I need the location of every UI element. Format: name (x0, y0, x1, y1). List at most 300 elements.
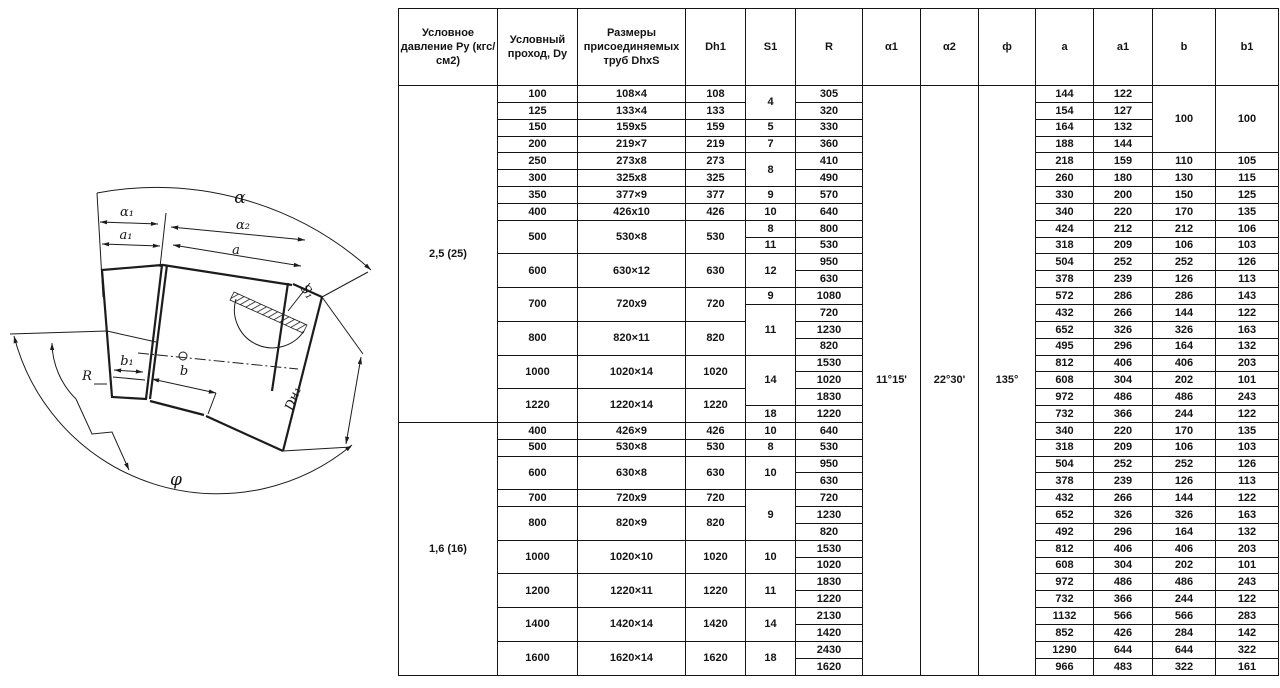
segment2-top-edge (163, 265, 292, 285)
cell-b: 130 (1153, 170, 1216, 187)
cell-a: 492 (1036, 523, 1094, 540)
cell-a: 852 (1036, 625, 1094, 642)
cell-a: 424 (1036, 220, 1094, 237)
cell-b1: 105 (1216, 153, 1279, 170)
cell-a: 812 (1036, 540, 1094, 557)
cell-s1: 11 (746, 237, 796, 254)
cell-a1: 180 (1094, 170, 1153, 187)
start-plane-line (10, 331, 107, 334)
cell-b1: 126 (1216, 254, 1279, 271)
cell-dh1: 720 (686, 288, 746, 322)
cell-a1: 239 (1094, 271, 1153, 288)
cell-b1: 113 (1216, 271, 1279, 288)
label-dn1: Dн₁ (282, 384, 305, 413)
cell-dh1: 108 (686, 86, 746, 103)
cell-size: 426x10 (578, 203, 686, 220)
cell-a: 732 (1036, 406, 1094, 423)
label-alpha: α (234, 188, 246, 208)
cell-r: 1530 (796, 540, 863, 557)
cell-dh1: 426 (686, 422, 746, 439)
elbow-diagram-svg (0, 183, 398, 523)
cell-r: 800 (796, 220, 863, 237)
dn1-extension-bottom (283, 447, 351, 451)
cell-a1: 132 (1094, 119, 1153, 136)
cell-s1: 12 (746, 254, 796, 288)
cell-b: 244 (1153, 406, 1216, 423)
label-a1: a₁ (119, 228, 133, 243)
cell-a: 340 (1036, 203, 1094, 220)
table-header (399, 9, 1279, 86)
cell-a1: 266 (1094, 490, 1153, 507)
cell-r: 720 (796, 490, 863, 507)
table-row (399, 119, 1279, 136)
cell-a: 218 (1036, 153, 1094, 170)
cell-size: 108×4 (578, 86, 686, 103)
cell-r: 1530 (796, 355, 863, 372)
cell-a: 260 (1036, 170, 1094, 187)
cell-r: 1220 (796, 591, 863, 608)
dimensions-table (398, 8, 1279, 676)
cell-b1: 100 (1216, 86, 1279, 153)
cell-r: 1020 (796, 557, 863, 574)
cell-dh1: 820 (686, 507, 746, 541)
cell-b: 326 (1153, 507, 1216, 524)
cell-b: 126 (1153, 473, 1216, 490)
alpha-end-extension (322, 272, 368, 297)
cell-b1: 126 (1216, 456, 1279, 473)
cell-b1: 243 (1216, 389, 1279, 406)
cell-b: 150 (1153, 187, 1216, 204)
cell-a: 572 (1036, 288, 1094, 305)
b-box-right (208, 393, 216, 414)
table-row (399, 288, 1279, 305)
cell-b: 202 (1153, 557, 1216, 574)
label-r: R (82, 369, 92, 384)
table-row (399, 490, 1279, 507)
table-row (399, 507, 1279, 524)
cell-a: 504 (1036, 254, 1094, 271)
cell-b1: 163 (1216, 507, 1279, 524)
cell-b: 212 (1153, 220, 1216, 237)
col-header-a1: a1 (1094, 9, 1153, 86)
table-row (399, 641, 1279, 658)
cell-dh1: 1020 (686, 355, 746, 389)
label-phi: φ (170, 470, 182, 490)
cell-a1: 296 (1094, 523, 1153, 540)
cell-a1: 486 (1094, 389, 1153, 406)
cell-a: 378 (1036, 271, 1094, 288)
cell-size: 219×7 (578, 136, 686, 153)
cell-b1: 135 (1216, 422, 1279, 439)
cell-b1: 122 (1216, 406, 1279, 423)
cell-b: 566 (1153, 608, 1216, 625)
col-header-a: a (1036, 9, 1094, 86)
cell-a: 495 (1036, 338, 1094, 355)
cell-b: 284 (1153, 625, 1216, 642)
cell-s1: 18 (746, 406, 796, 423)
pressure-cell: 2,5 (25) (399, 86, 498, 423)
cell-b1: 163 (1216, 321, 1279, 338)
cell-r: 820 (796, 523, 863, 540)
table-row (399, 355, 1279, 372)
cell-s1: 10 (746, 456, 796, 490)
cell-b: 244 (1153, 591, 1216, 608)
segment2-bottom-edge (150, 401, 204, 415)
cell-dh1: 1220 (686, 574, 746, 608)
cell-b1: 103 (1216, 237, 1279, 254)
cell-a1: 486 (1094, 574, 1153, 591)
cell-b1: 101 (1216, 557, 1279, 574)
cell-a1: 144 (1094, 136, 1153, 153)
cell-r: 2130 (796, 608, 863, 625)
cell-a1: 286 (1094, 288, 1153, 305)
cell-b1: 122 (1216, 591, 1279, 608)
cell-du: 1000 (498, 355, 578, 389)
cell-r: 630 (796, 271, 863, 288)
cell-s1: 4 (746, 86, 796, 120)
cell-r: 570 (796, 187, 863, 204)
a1-dim (102, 244, 160, 246)
cell-r: 820 (796, 338, 863, 355)
cell-du: 1400 (498, 608, 578, 642)
cell-r: 1220 (796, 406, 863, 423)
cell-a: 652 (1036, 507, 1094, 524)
cell-size: 820×11 (578, 321, 686, 355)
cell-du: 1200 (498, 574, 578, 608)
cell-dh1: 1020 (686, 540, 746, 574)
cell-size: 820×9 (578, 507, 686, 541)
table-row (399, 102, 1279, 119)
cell-du: 1000 (498, 540, 578, 574)
cell-du: 300 (498, 170, 578, 187)
cell-dh1: 1420 (686, 608, 746, 642)
cell-r: 1020 (796, 372, 863, 389)
cell-a: 188 (1036, 136, 1094, 153)
cell-r: 1230 (796, 507, 863, 524)
cell-s1: 10 (746, 540, 796, 574)
start-plane-line2 (107, 331, 156, 342)
cell-b: 202 (1153, 372, 1216, 389)
cell-a1: 304 (1094, 372, 1153, 389)
cell-size: 426×9 (578, 422, 686, 439)
cell-a: 318 (1036, 237, 1094, 254)
cell-size: 377×9 (578, 187, 686, 204)
cell-size: 325x8 (578, 170, 686, 187)
header-row (399, 9, 1279, 86)
cell-size: 630×8 (578, 456, 686, 490)
cell-b1: 142 (1216, 625, 1279, 642)
cell-b: 106 (1153, 237, 1216, 254)
cell-a1: 483 (1094, 658, 1153, 675)
cell-r: 410 (796, 153, 863, 170)
cell-r: 1830 (796, 574, 863, 591)
table-row (399, 170, 1279, 187)
cell-b: 406 (1153, 355, 1216, 372)
table-row (399, 203, 1279, 220)
segment3-bottom-edge (206, 416, 283, 451)
cell-size: 1020×10 (578, 540, 686, 574)
cell-b1: 103 (1216, 439, 1279, 456)
label-b1: b₁ (120, 354, 134, 369)
cell-b: 644 (1153, 641, 1216, 658)
table-row (399, 540, 1279, 557)
weld-hatch (230, 292, 307, 333)
table-row (399, 574, 1279, 591)
cell-b1: 203 (1216, 540, 1279, 557)
cell-du: 100 (498, 86, 578, 103)
cell-b: 322 (1153, 658, 1216, 675)
cell-r: 1420 (796, 625, 863, 642)
cell-dh1: 630 (686, 254, 746, 288)
cell-r: 1080 (796, 288, 863, 305)
cell-du: 700 (498, 490, 578, 507)
col-header-b1: b1 (1216, 9, 1279, 86)
cell-a: 330 (1036, 187, 1094, 204)
cell-a1: 326 (1094, 507, 1153, 524)
cell-b1: 135 (1216, 203, 1279, 220)
label-alpha2: α₂ (236, 218, 250, 233)
cell-s1: 10 (746, 422, 796, 439)
cell-a1: 127 (1094, 102, 1153, 119)
cell-r: 950 (796, 254, 863, 271)
cell-du: 400 (498, 203, 578, 220)
alpha1-dim (100, 222, 158, 224)
cell-a1: 304 (1094, 557, 1153, 574)
angle-cell-alpha1-angle: 11°15' (863, 86, 921, 676)
cell-b: 100 (1153, 86, 1216, 153)
cell-b1: 125 (1216, 187, 1279, 204)
cell-a: 378 (1036, 473, 1094, 490)
cell-dh1: 1220 (686, 389, 746, 423)
cell-b: 486 (1153, 574, 1216, 591)
table-row (399, 456, 1279, 473)
cell-r: 640 (796, 422, 863, 439)
cell-s1: 11 (746, 304, 796, 355)
cell-dh1: 630 (686, 456, 746, 490)
cell-du: 1220 (498, 389, 578, 423)
cell-a1: 209 (1094, 237, 1153, 254)
cell-r: 950 (796, 456, 863, 473)
angle-cell-phi-angle: 135° (979, 86, 1036, 676)
cell-a: 732 (1036, 591, 1094, 608)
cell-a1: 159 (1094, 153, 1153, 170)
cell-dh1: 159 (686, 119, 746, 136)
table-row (399, 422, 1279, 439)
cell-dh1: 219 (686, 136, 746, 153)
cell-du: 400 (498, 422, 578, 439)
cell-r: 640 (796, 203, 863, 220)
cell-b1: 122 (1216, 490, 1279, 507)
cell-size: 159x5 (578, 119, 686, 136)
axis-point-mark (179, 352, 187, 360)
table-body (399, 86, 1279, 676)
col-header-alpha2: α2 (921, 9, 979, 86)
table-row (399, 220, 1279, 237)
elbow-drawing (0, 183, 398, 523)
cell-b: 164 (1153, 523, 1216, 540)
cell-size: 530×8 (578, 439, 686, 456)
cell-a1: 366 (1094, 591, 1153, 608)
cell-size: 1220×11 (578, 574, 686, 608)
cell-b: 110 (1153, 153, 1216, 170)
cell-size: 1220×14 (578, 389, 686, 423)
cell-s1: 8 (746, 220, 796, 237)
cell-r: 490 (796, 170, 863, 187)
pressure-cell: 1,6 (16) (399, 422, 498, 675)
cell-size: 273x8 (578, 153, 686, 170)
cell-r: 530 (796, 439, 863, 456)
cell-dh1: 133 (686, 102, 746, 119)
cell-b: 144 (1153, 304, 1216, 321)
cell-s1: 14 (746, 355, 796, 406)
cell-a: 972 (1036, 389, 1094, 406)
cell-b1: 113 (1216, 473, 1279, 490)
angle-cell-alpha2-angle: 22°30' (921, 86, 979, 676)
table-row (399, 86, 1279, 103)
radius-arc (52, 343, 76, 399)
cell-du: 800 (498, 507, 578, 541)
cell-b: 326 (1153, 321, 1216, 338)
cell-a1: 366 (1094, 406, 1153, 423)
cell-s1: 8 (746, 439, 796, 456)
cell-a1: 122 (1094, 86, 1153, 103)
label-b: b (179, 364, 189, 379)
cell-du: 600 (498, 456, 578, 490)
cell-s1: 5 (746, 119, 796, 136)
cell-du: 150 (498, 119, 578, 136)
cell-a1: 212 (1094, 220, 1153, 237)
cell-dh1: 820 (686, 321, 746, 355)
cell-a: 972 (1036, 574, 1094, 591)
cell-a: 1132 (1036, 608, 1094, 625)
dn1-extension-top (322, 297, 363, 354)
cell-du: 1600 (498, 641, 578, 675)
dn1-dim (346, 357, 361, 444)
cell-b1: 106 (1216, 220, 1279, 237)
col-header-pressure: Условное давление Ру (кгс/см2) (399, 9, 498, 86)
cell-a: 164 (1036, 119, 1094, 136)
cell-s1: 7 (746, 136, 796, 153)
cell-r: 360 (796, 136, 863, 153)
cell-b: 126 (1153, 271, 1216, 288)
cell-a: 812 (1036, 355, 1094, 372)
cell-a1: 220 (1094, 422, 1153, 439)
col-header-size: Размеры присоединяемых труб DhxS (578, 9, 686, 86)
b1-box-line (113, 377, 145, 380)
cell-size: 133×4 (578, 102, 686, 119)
cell-a1: 566 (1094, 608, 1153, 625)
cell-r: 630 (796, 473, 863, 490)
col-header-b: b (1153, 9, 1216, 86)
cell-dh1: 426 (686, 203, 746, 220)
mid-radial-line (160, 213, 166, 267)
table-row (399, 254, 1279, 271)
cell-s1: 9 (746, 490, 796, 541)
cell-a: 318 (1036, 439, 1094, 456)
cell-r: 1230 (796, 321, 863, 338)
cell-du: 800 (498, 321, 578, 355)
cell-b: 252 (1153, 254, 1216, 271)
label-a: a (232, 243, 240, 258)
cell-b: 170 (1153, 203, 1216, 220)
cell-s1: 18 (746, 641, 796, 675)
col-header-s1: S1 (746, 9, 796, 86)
cell-a: 432 (1036, 490, 1094, 507)
cell-a: 154 (1036, 102, 1094, 119)
cell-a1: 252 (1094, 254, 1153, 271)
cell-a: 966 (1036, 658, 1094, 675)
cell-r: 530 (796, 237, 863, 254)
cell-du: 200 (498, 136, 578, 153)
cell-size: 630×12 (578, 254, 686, 288)
table-row (399, 439, 1279, 456)
cell-s1: 14 (746, 608, 796, 642)
cell-b1: 132 (1216, 338, 1279, 355)
cell-r: 720 (796, 304, 863, 321)
cell-a1: 426 (1094, 625, 1153, 642)
cell-s1: 9 (746, 288, 796, 305)
cell-b1: 161 (1216, 658, 1279, 675)
cell-b: 286 (1153, 288, 1216, 305)
cell-r: 1830 (796, 389, 863, 406)
cell-a1: 252 (1094, 456, 1153, 473)
cell-r: 330 (796, 119, 863, 136)
b1-dim (114, 370, 143, 372)
cell-r: 2430 (796, 641, 863, 658)
cell-a: 432 (1036, 304, 1094, 321)
cell-dh1: 325 (686, 170, 746, 187)
cell-a: 144 (1036, 86, 1094, 103)
table-row (399, 153, 1279, 170)
col-header-alpha1: α1 (863, 9, 921, 86)
cell-dh1: 377 (686, 187, 746, 204)
cell-a1: 239 (1094, 473, 1153, 490)
label-s1: S₁ (296, 281, 318, 303)
cell-b1: 101 (1216, 372, 1279, 389)
cell-a: 608 (1036, 557, 1094, 574)
cell-b1: 203 (1216, 355, 1279, 372)
table-row (399, 136, 1279, 153)
cell-du: 125 (498, 102, 578, 119)
cell-du: 500 (498, 439, 578, 456)
col-header-du: Условный проход, Dу (498, 9, 578, 86)
cell-s1: 9 (746, 187, 796, 204)
cell-a: 340 (1036, 422, 1094, 439)
cell-b: 106 (1153, 439, 1216, 456)
cell-size: 530×8 (578, 220, 686, 254)
cell-s1: 10 (746, 203, 796, 220)
cell-du: 350 (498, 187, 578, 204)
cell-dh1: 530 (686, 220, 746, 254)
cell-a1: 644 (1094, 641, 1153, 658)
table-row (399, 321, 1279, 338)
cell-r: 1620 (796, 658, 863, 675)
centerline (138, 353, 298, 369)
cell-b: 406 (1153, 540, 1216, 557)
table-row (399, 187, 1279, 204)
cell-s1: 11 (746, 574, 796, 608)
cell-size: 1020×14 (578, 355, 686, 389)
cell-b: 486 (1153, 389, 1216, 406)
cell-size: 720x9 (578, 288, 686, 322)
cell-a1: 406 (1094, 540, 1153, 557)
cell-b1: 243 (1216, 574, 1279, 591)
cell-a1: 296 (1094, 338, 1153, 355)
cell-b1: 283 (1216, 608, 1279, 625)
segment-joint-line (272, 283, 288, 391)
table-row (399, 608, 1279, 625)
cell-dh1: 1620 (686, 641, 746, 675)
